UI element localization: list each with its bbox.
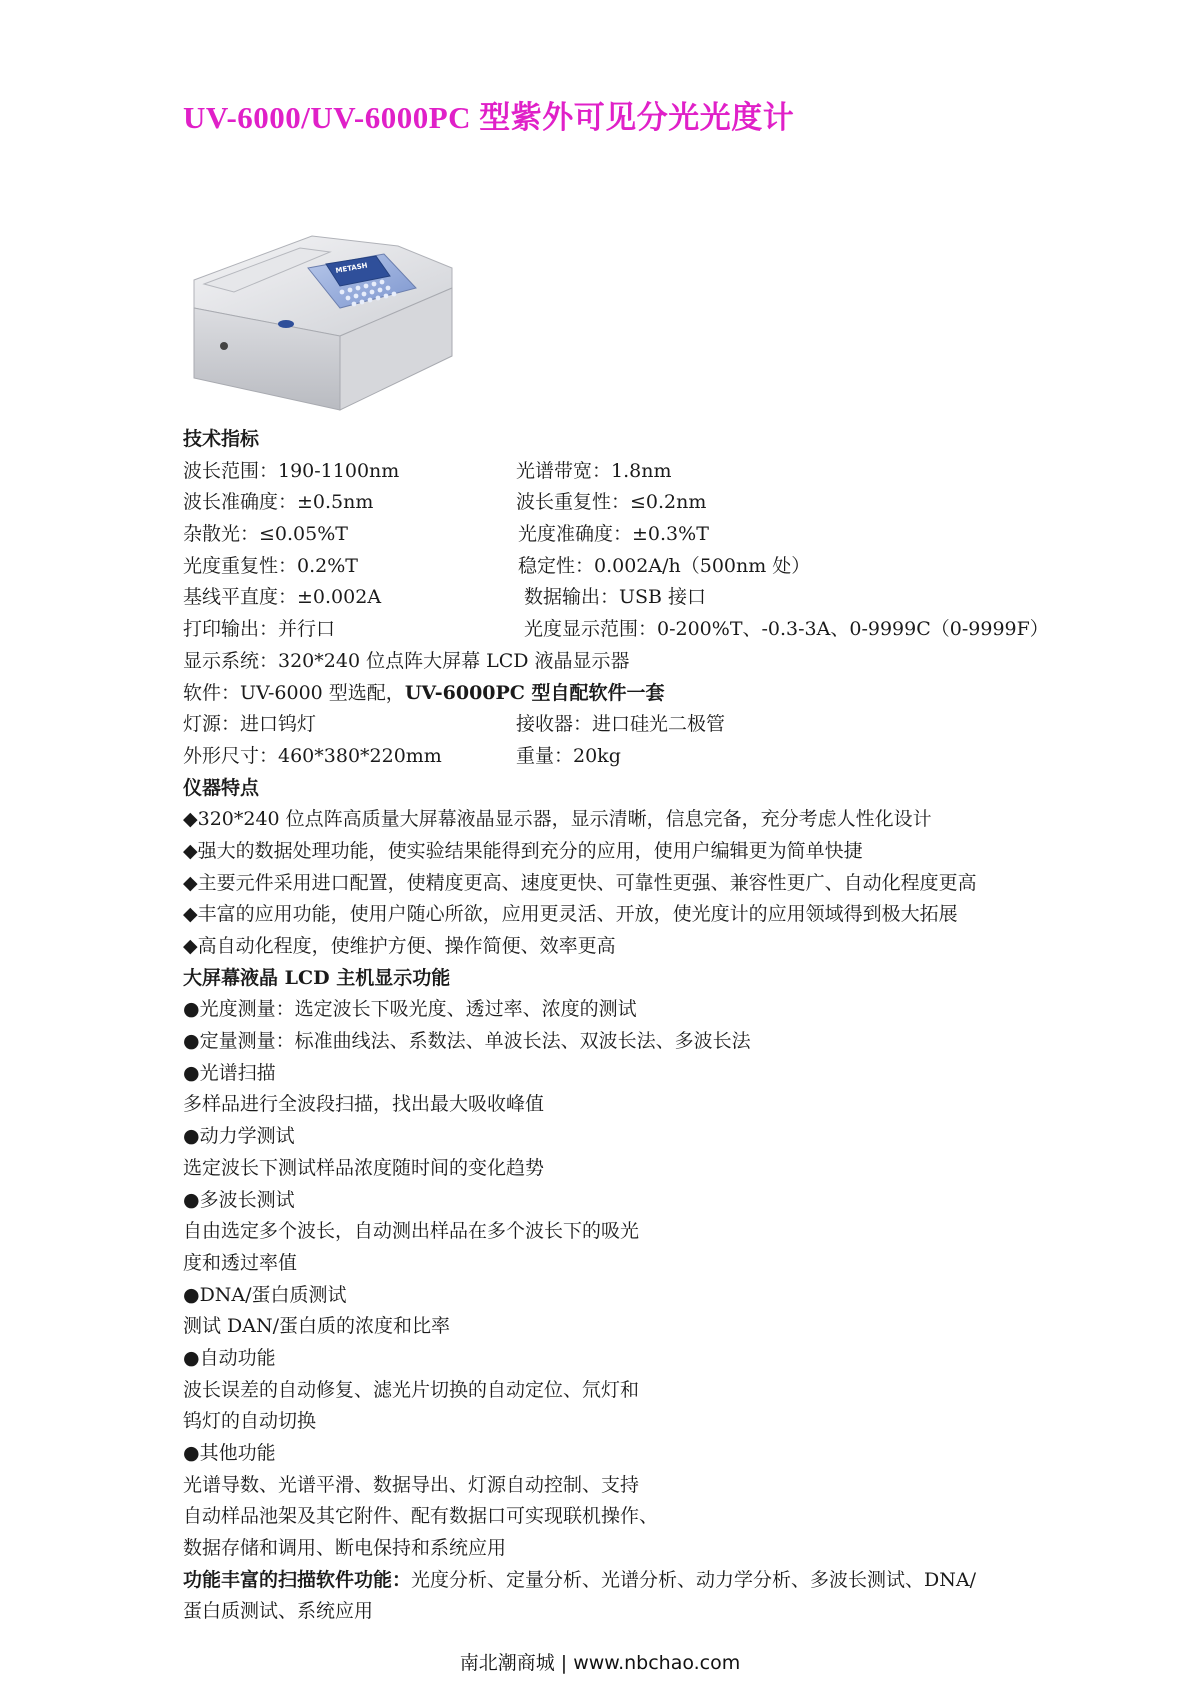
spec-row xyxy=(183,741,1143,773)
lcd-line: 自动样品池架及其它附件、配有数据口可实现联机操作、 xyxy=(183,1505,659,1528)
software-functions-line-2: 蛋白质测试、系统应用 xyxy=(183,1600,374,1623)
lcd-line: 光谱导数、光谱平滑、数据导出、灯源自动控制、支持 xyxy=(183,1473,640,1496)
lcd-line: 度和透过率值 xyxy=(183,1251,298,1274)
spec-right: 接收器：进口硅光二极管 xyxy=(516,713,726,736)
lcd-line: 多样品进行全波段扫描，找出最大吸收峰值 xyxy=(183,1093,545,1116)
feature-item: ◆主要元件采用进口配置，使精度更高、速度更快、可靠性更强、兼容性更广、自动化程度更高 xyxy=(183,871,977,894)
spec-left: 打印输出：并行口 xyxy=(183,618,336,641)
display-system-line: 显示系统：320*240 位点阵大屏幕 LCD 液晶显示器 xyxy=(183,649,630,672)
spec-right: 稳定性：0.002A/h（500nm 处） xyxy=(518,554,811,577)
software-functions-heading: 功能丰富的扫描软件功能： xyxy=(183,1568,412,1591)
spec-left: 外形尺寸：460*380*220mm xyxy=(183,744,442,767)
lcd-line: ●DNA/蛋白质测试 xyxy=(183,1283,347,1306)
feature-item: ◆320*240 位点阵高质量大屏幕液晶显示器，显示清晰，信息完备，充分考虑人性化设计 xyxy=(183,808,932,831)
spec-row xyxy=(183,456,1143,488)
software-functions-text: 光度分析、定量分析、光谱分析、动力学分析、多波长测试、DNA/ xyxy=(411,1568,976,1591)
feature-item: ◆强大的数据处理功能，使实验结果能得到充分的应用，使用户编辑更为简单快捷 xyxy=(183,839,863,862)
software-functions-line xyxy=(183,1565,1143,1597)
lcd-heading: 大屏幕液晶 LCD 主机显示功能 xyxy=(183,966,451,989)
lcd-line: 钨灯的自动切换 xyxy=(183,1410,317,1433)
document-body xyxy=(183,424,1143,1628)
spec-right: 数据输出：USB 接口 xyxy=(524,586,707,609)
spec-right: 光度显示范围：0-200%T、-0.3-3A、0-9999C（0-9999F） xyxy=(524,618,1049,641)
lcd-line: ●其他功能 xyxy=(183,1442,276,1464)
software-line xyxy=(183,678,1143,710)
spec-left: 灯源：进口钨灯 xyxy=(183,713,317,736)
features-heading: 仪器特点 xyxy=(183,776,260,799)
lcd-line: ●多波长测试 xyxy=(183,1188,295,1211)
lcd-line: 数据存储和调用、断电保持和系统应用 xyxy=(183,1537,507,1560)
lcd-line: 波长误差的自动修复、滤光片切换的自动定位、氘灯和 xyxy=(183,1378,640,1401)
spec-right: 重量：20kg xyxy=(516,744,621,767)
spec-row xyxy=(183,487,1143,519)
feature-item: ◆丰富的应用功能，使用户随心所欲，应用更灵活、开放，使光度计的应用领域得到极大拓展 xyxy=(183,903,958,926)
spec-right: 光谱带宽：1.8nm xyxy=(516,459,672,482)
spec-left: 波长范围：190-1100nm xyxy=(183,459,400,482)
software-bold-text: UV-6000PC 型自配软件一套 xyxy=(404,681,665,704)
feature-item: ◆高自动化程度，使维护方便、操作简便、效率更高 xyxy=(183,935,616,957)
lcd-line: ●自动功能 xyxy=(183,1346,276,1369)
spec-row xyxy=(183,582,1143,614)
footer-site-link[interactable]: 南北潮商城 | www.nbchao.com xyxy=(459,1652,741,1674)
software-normal-text: 软件：UV-6000 型选配， xyxy=(183,681,405,704)
page-title: UV-6000/UV-6000PC 型紫外可见分光光度计 xyxy=(183,100,795,135)
lcd-line: 选定波长下测试样品浓度随时间的变化趋势 xyxy=(183,1156,545,1179)
spec-row xyxy=(183,551,1143,583)
lcd-line: ●光度测量：选定波长下吸光度、透过率、浓度的测试 xyxy=(183,998,637,1021)
spec-left: 基线平直度：±0.002A xyxy=(183,586,382,609)
spec-row xyxy=(183,614,1143,646)
spec-right: 光度准确度：±0.3%T xyxy=(518,523,709,546)
spec-left: 光度重复性：0.2%T xyxy=(183,554,358,577)
spec-row xyxy=(183,709,1143,741)
spec-row xyxy=(183,519,1143,551)
lcd-line: ●定量测量：标准曲线法、系数法、单波长法、双波长法、多波长法 xyxy=(183,1030,751,1053)
lcd-line: ●光谱扫描 xyxy=(183,1061,276,1084)
lcd-line: 自由选定多个波长，自动测出样品在多个波长下的吸光 xyxy=(183,1220,640,1243)
specs-heading: 技术指标 xyxy=(183,428,260,450)
spectrophotometer-image xyxy=(190,228,466,414)
spec-left: 杂散光：≤0.05%T xyxy=(183,523,348,546)
brand-label: METASH xyxy=(334,261,369,275)
spec-left: 波长准确度：±0.5nm xyxy=(183,491,374,514)
lcd-line: ●动力学测试 xyxy=(183,1125,295,1148)
spec-right: 波长重复性：≤0.2nm xyxy=(516,491,707,514)
lcd-line: 测试 DAN/蛋白质的浓度和比率 xyxy=(183,1315,451,1338)
